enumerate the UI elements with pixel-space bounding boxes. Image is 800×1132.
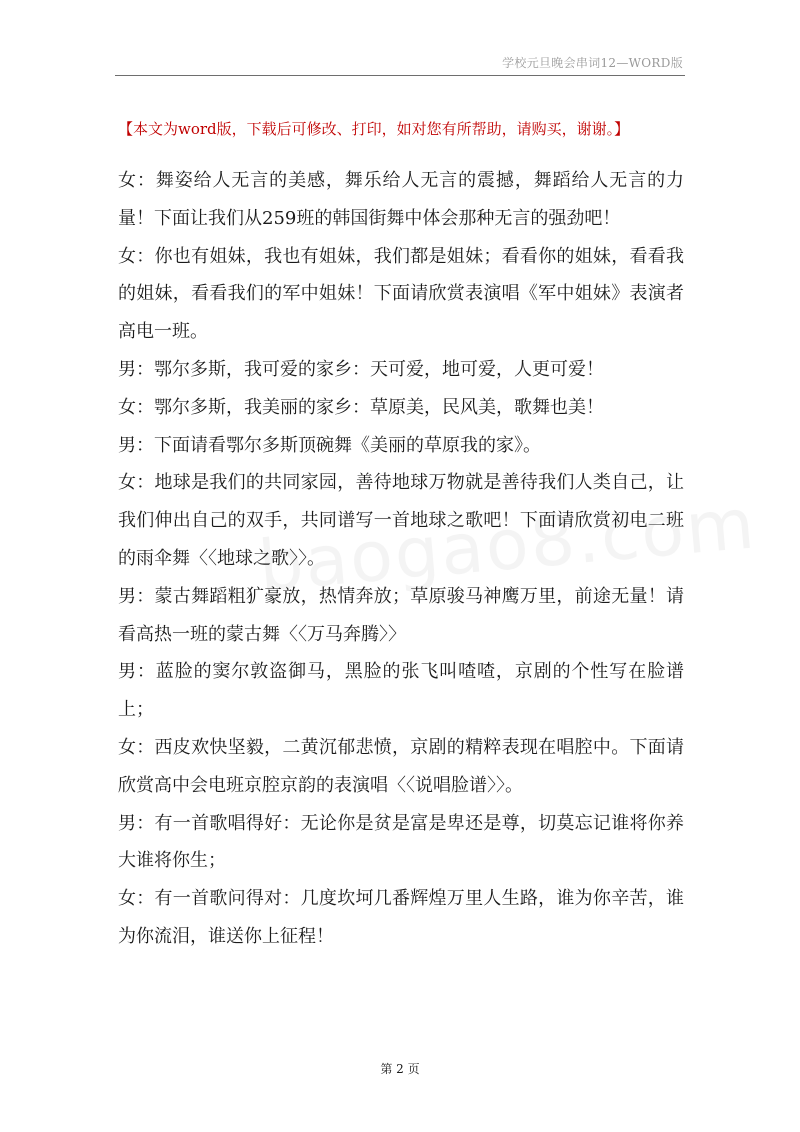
paragraph: 男：有一首歌唱得好：无论你是贫是富是卑还是尊，切莫忘记谁将你养大谁将你生； bbox=[118, 812, 684, 872]
paragraph: 女：舞姿给人无言的美感，舞乐给人无言的震撼，舞蹈给人无言的力量！下面让我们从259班的韩国街舞中体会那种无言的强劲吧！ bbox=[118, 170, 684, 229]
paragraph: 男：鄂尔多斯，我可爱的家乡：天可爱，地可爱，人更可爱！ bbox=[118, 358, 604, 380]
paragraph: 女：西皮欢快坚毅，二黄沉郁悲愤，京剧的精粹表现在唱腔中。下面请欣赏高中会电班京腔京韵的表演唱〈〈说唱脸谱〉〉。 bbox=[118, 736, 684, 796]
header-divider bbox=[115, 75, 685, 76]
paragraph: 女：有一首歌问得对：几度坎坷几番辉煌万里人生路，谁为你辛苦，谁为你流泪，谁送你上征程！ bbox=[118, 888, 684, 947]
document-header-title: 学校元旦晚会串词12—WORD版 bbox=[502, 56, 683, 70]
paragraph: 女：鄂尔多斯，我美丽的家乡：草原美，民风美，歌舞也美！ bbox=[118, 396, 604, 418]
paragraph: 男：蒙古舞蹈粗犷豪放，热情奔放；草原骏马神鹰万里，前途无量！请看高热一班的蒙古舞〈〈万马奔腾〉〉 bbox=[118, 585, 684, 645]
paragraph: 女：地球是我们的共同家园，善待地球万物就是善待我们人类自己，让我们伸出自己的双手，共同谱写一首地球之歌吧！下面请欣赏初电二班的雨伞舞〈〈地球之歌〉〉。 bbox=[118, 472, 684, 569]
download-notice: 【本文为word版，下载后可修改、打印，如对您有所帮助，请购买，谢谢。】 bbox=[118, 120, 630, 138]
document-body bbox=[118, 162, 684, 956]
paragraph: 男：下面请看鄂尔多斯顶碗舞《美丽的草原我的家》。 bbox=[118, 434, 541, 456]
page-number: 第 2 页 bbox=[380, 1062, 420, 1076]
paragraph: 男：蓝脸的窦尔敦盗御马，黑脸的张飞叫喳喳，京剧的个性写在脸谱上； bbox=[118, 661, 684, 721]
paragraph: 女：你也有姐妹，我也有姐妹，我们都是姐妹；看看你的姐妹，看看我的姐妹，看看我们的军中姐妹！下面请欣赏表演唱《军中姐妹》表演者高电一班。 bbox=[118, 245, 684, 343]
